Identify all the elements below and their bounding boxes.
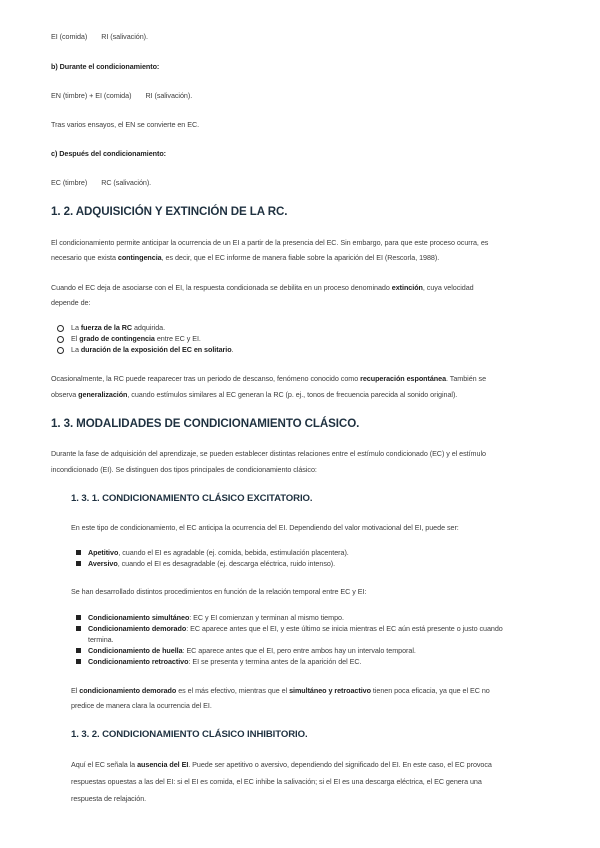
square-bullet-icon [76, 626, 81, 631]
list-item: La duración de la exposición del EC en solitario. [71, 345, 234, 354]
paragraph-line: incondicionado (EI). Se distinguen dos tipos principales de condicionamiento clásico: [51, 465, 317, 474]
paragraph-line: Aquí el EC señala la ausencia del EI. Puede ser apetitivo o aversivo, dependiendo del significado del EI. En este caso, el EC provoca [71, 760, 492, 769]
paragraph-line: El condicionamiento demorado es el más efectivo, mientras que el simultáneo y retroactivo tienen poca eficacia, ya que el EC no [71, 686, 490, 695]
square-bullet-icon [76, 561, 81, 566]
section-1-3-1-title: 1. 3. 1. CONDICIONAMIENTO CLÁSICO EXCITATORIO. [71, 493, 313, 504]
list-item: Condicionamiento de huella: EC aparece antes que el EI, pero entre ambos hay un intervalo temporal. [88, 646, 416, 655]
section-1-3-2-title: 1. 3. 2. CONDICIONAMIENTO CLÁSICO INHIBITORIO. [71, 729, 308, 740]
circle-bullet-icon [57, 336, 64, 343]
paragraph-line: respuesta de relajación. [71, 794, 147, 803]
paragraph-line: observa generalización, cuando estímulos similares al EC generan la RC (p. ej., tonos de frecuencia parecida al sonido original). [51, 390, 458, 399]
list-item: Condicionamiento simultáneo: EC y EI comienzan y terminan al mismo tiempo. [88, 613, 344, 622]
heading-b: b) Durante el condicionamiento: [51, 62, 160, 71]
square-bullet-icon [76, 648, 81, 653]
paragraph-line: Se han desarrollado distintos procedimientos en función de la relación temporal entre EC y EI: [71, 587, 367, 596]
section-1-3-title: 1. 3. MODALIDADES DE CONDICIONAMIENTO CLÁSICO. [51, 417, 360, 430]
paragraph-line: depende de: [51, 298, 91, 307]
paragraph-line: El condicionamiento permite anticipar la ocurrencia de un EI a partir de la presencia del EC. Sin embargo, para que este proceso ocurra, es [51, 238, 489, 247]
line-c: EC (timbre) RC (salivación). [51, 178, 152, 187]
paragraph-line: respuestas opuestas a las del EI: si el EI es comida, el EC inhibe la salivación; si el EI es una descarga eléctrica, el EC genera una [71, 777, 482, 786]
paragraph-line: predice de manera clara la ocurrencia del EI. [71, 701, 212, 710]
list-item: Condicionamiento retroactivo: EI se presenta y termina antes de la aparición del EC. [88, 657, 362, 666]
line-tras: Tras varios ensayos, el EN se convierte en EC. [51, 120, 200, 129]
square-bullet-icon [76, 659, 81, 664]
square-bullet-icon [76, 550, 81, 555]
heading-c: c) Después del condicionamiento: [51, 149, 167, 158]
list-item-continuation: termina. [88, 635, 114, 644]
list-item: La fuerza de la RC adquirida. [71, 323, 166, 332]
circle-bullet-icon [57, 325, 64, 332]
paragraph-line: Ocasionalmente, la RC puede reaparecer tras un periodo de descanso, fenómeno conocido como recuperación espontánea. También se [51, 374, 487, 383]
line-b-pairing: EN (timbre) + EI (comida) RI (salivación). [51, 91, 193, 100]
list-item: Aversivo, cuando el EI es desagradable (ej. descarga eléctrica, ruido intenso). [88, 559, 336, 568]
line-after-a: EI (comida) RI (salivación). [51, 32, 148, 41]
paragraph-line: necesario que exista contingencia, es decir, que el EC informe de manera fiable sobre la aparición del EI (Rescorla, 1988). [51, 253, 440, 262]
list-item: El grado de contingencia entre EC y EI. [71, 334, 201, 343]
paragraph-line: Durante la fase de adquisición del aprendizaje, se pueden establecer distintas relaciones entre el estímulo condicionado (EC) y el estímulo [51, 449, 486, 458]
circle-bullet-icon [57, 347, 64, 354]
list-item: Apetitivo, cuando el EI es agradable (ej. comida, bebida, estimulación placentera). [88, 548, 349, 557]
paragraph-line: Cuando el EC deja de asociarse con el EI, la respuesta condicionada se debilita en un proceso denominado extinción, cuya velocidad [51, 283, 474, 292]
section-1-2-title: 1. 2. ADQUISICIÓN Y EXTINCIÓN DE LA RC. [51, 205, 288, 218]
square-bullet-icon [76, 615, 81, 620]
list-item: Condicionamiento demorado: EC aparece antes que el EI, y este último se inicia mientras el EC aún está presente o justo cuando [88, 624, 503, 633]
paragraph-line: En este tipo de condicionamiento, el EC anticipa la ocurrencia del EI. Dependiendo del valor motivacional del EI, puede ser: [71, 523, 459, 532]
